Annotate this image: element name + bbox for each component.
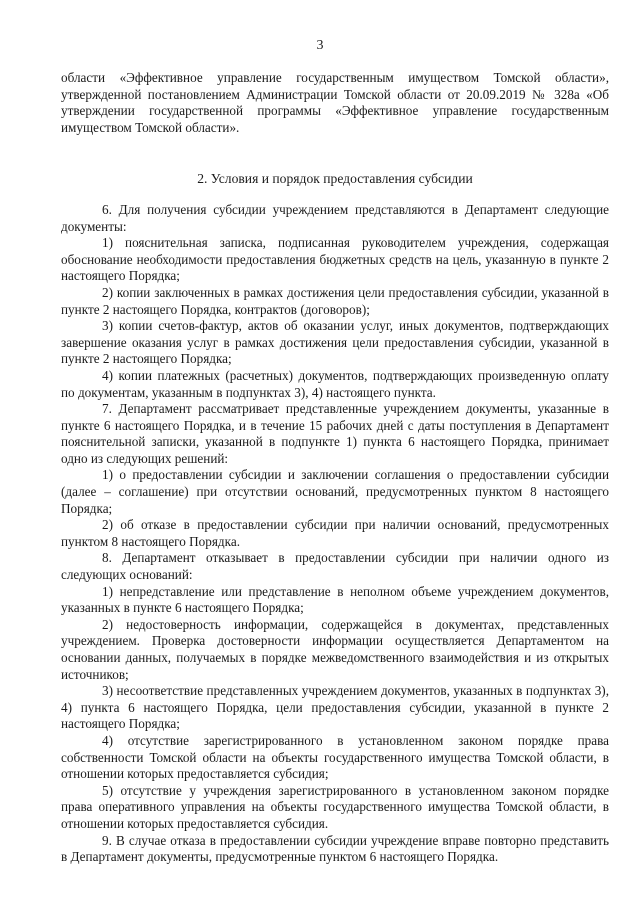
paragraph-8-item-5: 5) отсутствие у учреждения зарегистрированного в установленном законом порядке права оперативного управления на объекты государственного имущества Томской области, в отношении которых предоставляется субсидия.	[61, 782, 609, 831]
paragraph-6-item-3: 3) копии счетов-фактур, актов об оказании услуг, иных документов, подтверждающих завершение оказания услуг в рамках достижения цели предоставления субсидии, указанной в пункте 2 настоящего Порядка;	[61, 318, 609, 367]
intro-paragraph: области «Эффективное управление государственным имуществом Томской области», утвержденной постановлением Администрации Томской области от 20.09.2019 № 328а «Об утверждении государственной программы «Эффективное управление государственным имуществом Томской области».	[61, 70, 609, 135]
paragraph-8-item-4: 4) отсутствие зарегистрированного в установленном законом порядке права собственности Томской области на объекты государственного имущества Томской области, в отношении которых предоставляется субсидия;	[61, 732, 609, 782]
page-number: 3	[316, 38, 324, 53]
paragraph-6-item-4: 4) копии платежных (расчетных) документов, подтверждающих произведенную оплату по документам, указанным в подпунктах 3), 4) настоящего пункта.	[61, 367, 609, 400]
paragraph-7: 7. Департамент рассматривает представленные учреждением документы, указанные в пункте 6 настоящего Порядка, и в течение 15 рабочих дней с даты поступления в Департамент пояснительной записки, указанной в подпункте 1) пункта 6 настоящего Порядка, принимает одно из следующих решений:	[61, 401, 609, 466]
paragraph-8-item-2: 2) недостоверность информации, содержащейся в документах, представленных учреждением. Проверка достоверности информации осуществляется Департаментом на основании данных, получаемых в порядке межведомственного взаимодействия и из открытых источников;	[61, 616, 609, 682]
paragraph-8-item-1: 1) непредставление или представление в неполном объеме учреждением документов, указанных в пункте 6 настоящего Порядка;	[61, 583, 609, 616]
paragraph-6-item-2: 2) копии заключенных в рамках достижения цели предоставления субсидии, указанной в пункте 2 настоящего Порядка, контрактов (договоров);	[61, 284, 609, 317]
paragraph-6: 6. Для получения субсидии учреждением представляются в Департамент следующие документы:	[61, 201, 609, 234]
section-heading: 2. Условия и порядок предоставления субсидии	[197, 171, 473, 187]
paragraph-7-item-1: 1) о предоставлении субсидии и заключении соглашения о предоставлении субсидии (далее – соглашение) при отсутствии оснований, предусмотренных пунктом 8 настоящего Порядка;	[61, 467, 609, 516]
paragraph-6-item-1: 1) пояснительная записка, подписанная руководителем учреждения, содержащая обоснование необходимости предоставления бюджетных средств на цель, указанную в пункте 2 настоящего Порядка;	[61, 235, 609, 284]
paragraph-7-item-2: 2) об отказе в предоставлении субсидии при наличии оснований, предусмотренных пунктом 8 настоящего Порядка.	[61, 517, 609, 549]
document-body	[61, 70, 609, 866]
paragraph-9: 9. В случае отказа в предоставлении субсидии учреждение вправе повторно представить в Департамент документы, предусмотренные пунктом 6 настоящего Порядка.	[61, 832, 609, 865]
paragraph-8-item-3: 3) несоответствие представленных учреждением документов, указанных в подпунктах 3), 4) пункта 6 настоящего Порядка, цели предоставления субсидии, указанной в пункте 2 настоящего Порядка;	[61, 683, 609, 732]
paragraph-8: 8. Департамент отказывает в предоставлении субсидии при наличии одного из следующих оснований:	[61, 550, 609, 583]
